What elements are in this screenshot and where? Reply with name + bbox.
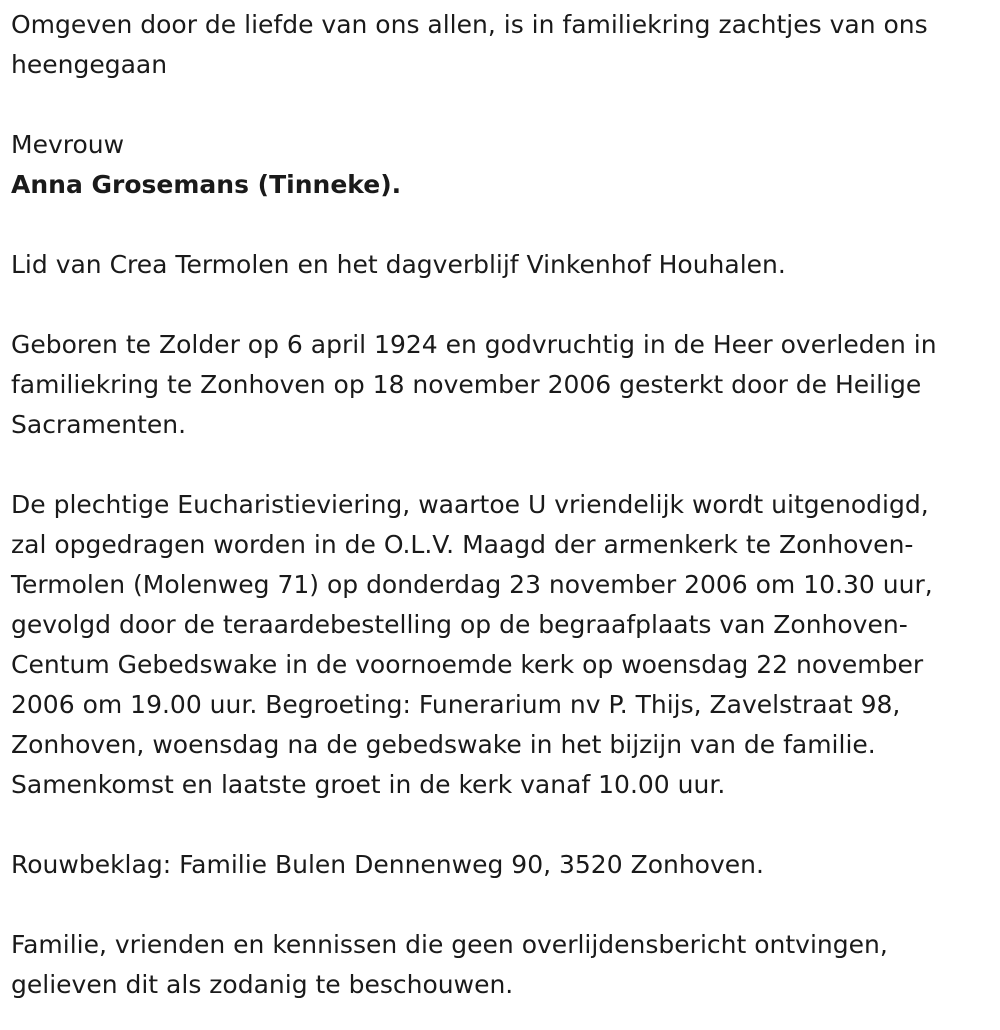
paragraph-gap xyxy=(11,285,996,325)
ceremony-paragraph: De plechtige Eucharistieviering, waartoe U vriendelijk wordt uitgenodigd, zal opgedragen worden in de O.L.V. Maagd der armenkerk te Zonhoven- Termolen (Molenweg 71) op donderdag 23 november 2006 om 10.30 uur, gevolgd door de teraardebestelling op de begraafplaats van Zonhoven- Centum Gebedswake in de voornoemde kerk op woensdag 22 november 2006 om 19.00 uur. Begroeting: Funerarium nv P. Thijs, Zavelstraat 98, Zonhoven, woensdag na de gebedswake in het bijzijn van de familie. Samenkomst en laatste groet in de kerk vanaf 10.00 uur. xyxy=(11,490,933,799)
condolences-paragraph: Rouwbeklag: Familie Bulen Dennenweg 90, 3520 Zonhoven. xyxy=(11,850,764,879)
deceased-name: Anna Grosemans (Tinneke). xyxy=(11,170,402,199)
paragraph-gap xyxy=(11,205,996,245)
salutation: Mevrouw xyxy=(11,130,125,159)
opening-paragraph: Omgeven door de liefde van ons allen, is in familiekring zachtjes van ons heengegaan xyxy=(11,10,928,79)
birth-death-paragraph: Geboren te Zolder op 6 april 1924 en godvruchtig in de Heer overleden in familiekring te Zonhoven op 18 november 2006 gesterkt door de Heilige Sacramenten. xyxy=(11,330,937,439)
obituary-notice xyxy=(11,5,996,1005)
paragraph-gap xyxy=(11,85,996,125)
closing-paragraph: Familie, vrienden en kennissen die geen overlijdensbericht ontvingen, gelieven dit als zodanig te beschouwen. xyxy=(11,930,888,999)
paragraph-gap xyxy=(11,885,996,925)
membership-paragraph: Lid van Crea Termolen en het dagverblijf Vinkenhof Houhalen. xyxy=(11,250,786,279)
paragraph-gap xyxy=(11,445,996,485)
paragraph-gap xyxy=(11,805,996,845)
